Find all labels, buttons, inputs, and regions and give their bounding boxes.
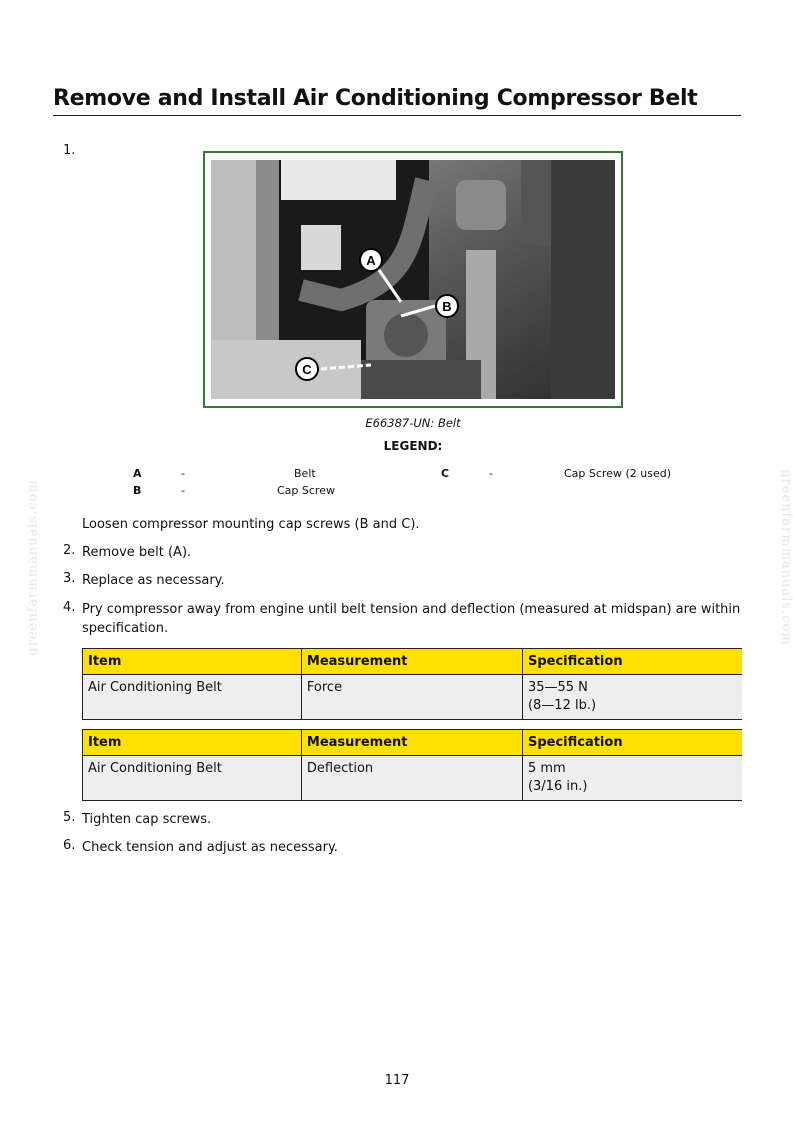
legend-dash-b: - — [181, 484, 185, 497]
legend-desc-b: Cap Screw — [277, 484, 335, 497]
legend-title: LEGEND: — [383, 439, 443, 453]
spec-table-force — [82, 648, 742, 720]
table-header-specification: Specification — [522, 730, 742, 756]
belt-photo-figure — [203, 151, 623, 408]
step-1-number: 1. — [63, 143, 76, 158]
step-2-number: 2. — [63, 543, 76, 558]
svg-text:B: B — [442, 299, 452, 314]
legend-desc-a: Belt — [294, 467, 316, 480]
table-header-measurement: Measurement — [301, 649, 522, 675]
step-6-number: 6. — [63, 838, 76, 853]
table-header-item: Item — [83, 649, 302, 675]
table-row — [83, 675, 743, 720]
step-5-text: Tighten cap screws. — [82, 812, 212, 827]
table-cell-measurement: Deflection — [301, 756, 522, 801]
table-cell-item: Air Conditioning Belt — [83, 675, 302, 720]
table-cell-specification — [522, 675, 742, 720]
table-cell-item: Air Conditioning Belt — [83, 756, 302, 801]
spec-table-deflection — [82, 729, 742, 801]
step-3-text: Replace as necessary. — [82, 573, 225, 588]
legend-dash-c: - — [489, 467, 493, 480]
table-cell-specification — [522, 756, 742, 801]
step-2-text: Remove belt (A). — [82, 545, 192, 560]
watermark-left: greenfarmmanuals.com — [25, 479, 41, 656]
step-4-number: 4. — [63, 600, 76, 615]
table-header-item: Item — [83, 730, 302, 756]
callout-c — [296, 358, 318, 380]
page-number: 117 — [384, 1073, 410, 1088]
spec-metric: 5 mm — [527, 761, 566, 776]
page-title: Remove and Install Air Conditioning Compressor Belt — [53, 86, 741, 116]
spec-imperial: (3/16 in.) — [527, 779, 588, 794]
step-3-number: 3. — [63, 571, 76, 586]
legend-letter-b: B — [133, 484, 142, 497]
step-6-text: Check tension and adjust as necessary. — [82, 840, 338, 855]
spec-imperial: (8—12 lb.) — [527, 698, 597, 713]
step-1-text: Loosen compressor mounting cap screws (B and C). — [82, 517, 420, 532]
watermark-right: greenfarmmanuals.com — [778, 469, 794, 646]
spec-metric: 35—55 N — [527, 680, 588, 695]
legend-letter-a: A — [133, 467, 142, 480]
compressor-photo — [211, 160, 615, 399]
svg-text:C: C — [302, 362, 312, 377]
callout-a — [360, 249, 382, 271]
table-header-measurement: Measurement — [301, 730, 522, 756]
table-row — [83, 756, 743, 801]
legend-letter-c: C — [441, 467, 450, 480]
figure-caption: E66387-UN: Belt — [365, 416, 461, 430]
step-5-number: 5. — [63, 810, 76, 825]
table-header-specification: Specification — [522, 649, 742, 675]
callout-b — [436, 295, 458, 317]
step-4-text: Pry compressor away from engine until belt tension and deflection (measured at midspan) are within specification. — [82, 602, 741, 636]
table-cell-measurement: Force — [301, 675, 522, 720]
legend-desc-c: Cap Screw (2 used) — [564, 467, 672, 480]
svg-text:A: A — [366, 253, 376, 268]
legend-dash-a: - — [181, 467, 185, 480]
